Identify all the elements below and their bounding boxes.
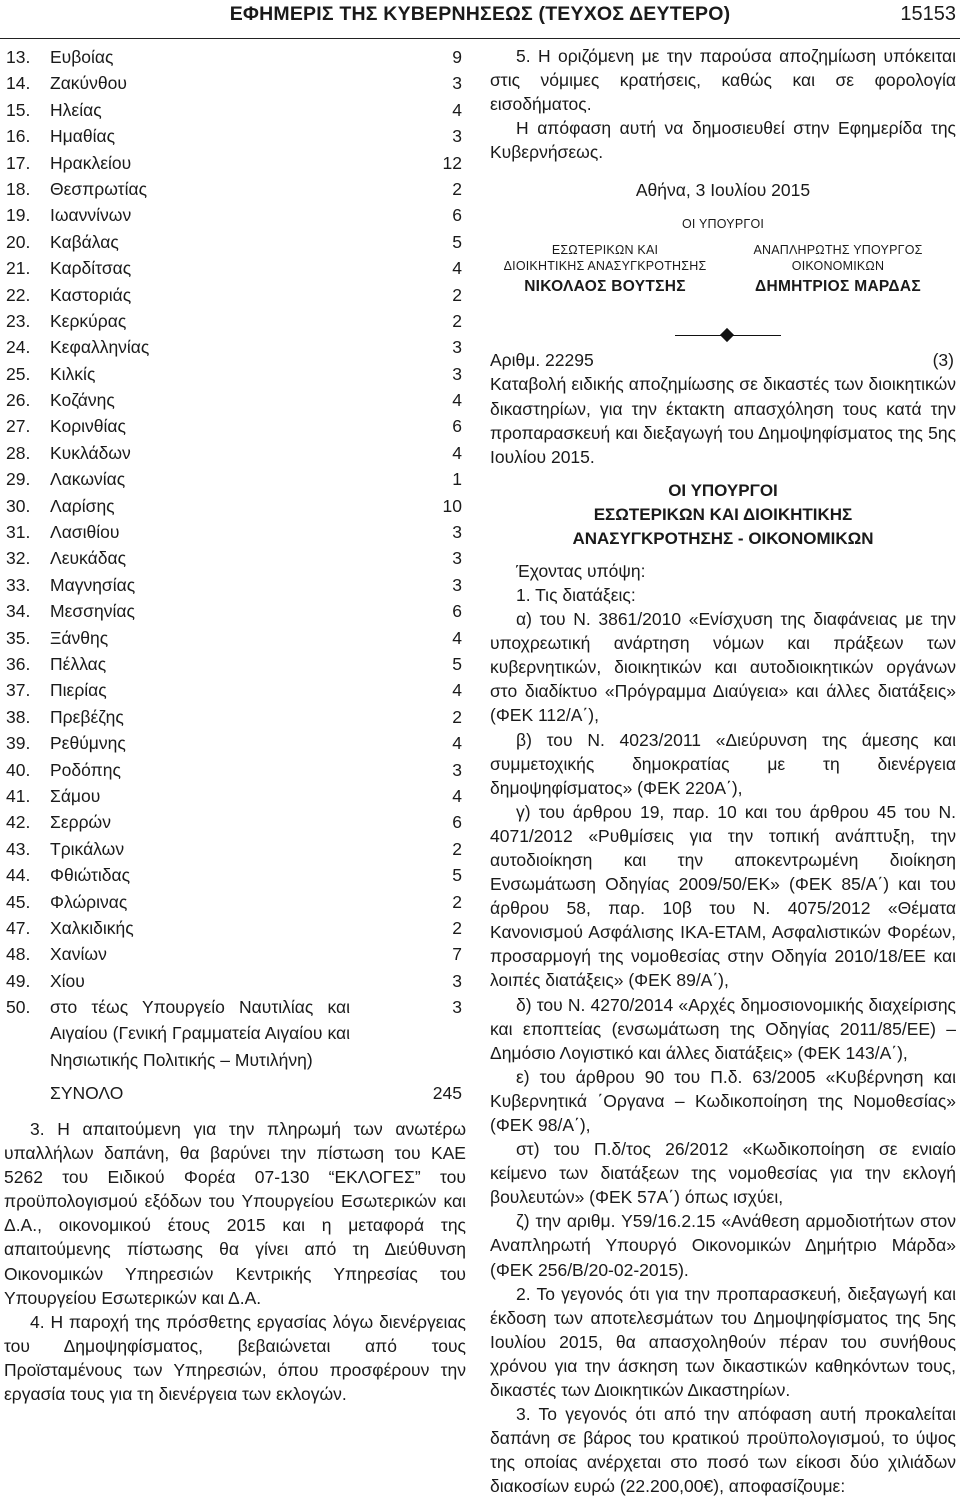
row-value: 4 xyxy=(452,258,462,279)
row-name: Φθιώτιδας xyxy=(50,865,131,886)
signature-1-title-2: ΔΙΟΙΚΗΤΙΚΗΣ ΑΝΑΣΥΓΚΡΟΤΗΣΗΣ xyxy=(503,259,707,274)
section-divider xyxy=(490,322,956,348)
item-b: β) του Ν. 4023/2011 «Διεύρυνση της άμεσης και συμμετοχικής δημοκρατίας με τη διενέργεια δημοψηφίσματος» (ΦΕΚ 220Α΄), xyxy=(490,729,956,798)
row-value: 6 xyxy=(452,812,462,833)
row-name: Κορινθίας xyxy=(50,416,126,437)
row-name: Κερκύρας xyxy=(50,310,127,331)
table-row xyxy=(4,70,466,96)
row-name: Χανίων xyxy=(50,944,107,965)
row-number: 26. xyxy=(6,390,31,411)
table-row xyxy=(4,836,466,862)
table-row xyxy=(4,413,466,439)
row-value: 4 xyxy=(452,390,462,411)
row-number: 33. xyxy=(6,574,31,595)
signature-2-title-2: ΟΙΚΟΝΟΜΙΚΩΝ xyxy=(791,259,885,274)
row-name: Κυκλάδων xyxy=(50,442,131,463)
row-number: 35. xyxy=(6,627,31,648)
row-name: Ηλείας xyxy=(50,99,102,120)
page-number: 15153 xyxy=(900,3,956,25)
row-name: Λευκάδας xyxy=(50,548,127,569)
row-name: Ημαθίας xyxy=(50,126,116,147)
table-row xyxy=(4,493,466,519)
row-value: 9 xyxy=(452,47,462,67)
row-value: 4 xyxy=(452,680,462,701)
table-row xyxy=(4,968,466,994)
table-row xyxy=(4,308,466,334)
row-value: 4 xyxy=(452,733,462,754)
row-value: 3 xyxy=(452,522,462,543)
diamond-icon xyxy=(720,328,734,342)
row-name: Κιλκίς xyxy=(50,363,96,384)
table-row xyxy=(4,941,466,967)
row-name: Λακωνίας xyxy=(50,469,126,490)
row-value: 3 xyxy=(452,574,462,595)
row-name: Ξάνθης xyxy=(50,627,109,648)
row-number: 21. xyxy=(6,258,31,279)
row-number: 25. xyxy=(6,363,31,384)
table-row xyxy=(4,97,466,123)
row-name: Ιωαννίνων xyxy=(50,205,132,226)
table-row xyxy=(4,730,466,756)
table-row xyxy=(4,677,466,703)
table-row xyxy=(4,545,466,571)
row-number: 45. xyxy=(6,891,31,912)
considering: Έχοντας υπόψη: xyxy=(516,560,646,581)
row-number: 38. xyxy=(6,706,31,727)
row-value: 4 xyxy=(452,627,462,648)
paragraph-4: 4. Η παροχή της πρόσθετης εργασίας λόγω διενέργειας του Δημοψηφίσματος, βεβαιώνεται από τους Προϊσταμένους των Υπηρεσιών, όπου προσφέρουν την εργασία τους για τη διενέργεια των εκλογών. xyxy=(4,1311,466,1404)
signature-2-name: ΔΗΜΗΤΡΙΟΣ ΜΑΡΔΑΣ xyxy=(755,278,921,296)
prefecture-table xyxy=(4,44,466,994)
row-name: Πιερίας xyxy=(50,680,107,701)
row-number: 37. xyxy=(6,680,31,701)
decision-number-row xyxy=(490,348,956,372)
row-number: 13. xyxy=(6,47,31,67)
row-value: 3 xyxy=(452,126,462,147)
row-value: 4 xyxy=(452,99,462,120)
row-name: Καστοριάς xyxy=(50,284,132,305)
row-name: Χαλκιδικής xyxy=(50,917,134,938)
total-value: 245 xyxy=(432,1082,462,1103)
row-name: Ροδόπης xyxy=(50,759,121,780)
table-row xyxy=(4,202,466,228)
row-number: 43. xyxy=(6,838,31,859)
row-value: 3 xyxy=(452,759,462,780)
table-row xyxy=(4,44,466,70)
row-value: 2 xyxy=(452,917,462,938)
decision-title: Καταβολή ειδικής αποζημίωσης σε δικαστές των διοικητικών δικαστηρίων, για την έκτακτη απασχόληση τους κατά την προπαρασκευή και διεξαγωγή του Δημοψηφίσματος της 5ης Ιουλίου 2015. xyxy=(490,374,956,467)
table-row xyxy=(4,361,466,387)
row-name: στο τέως Υπουργείο Ναυτιλίας και Αιγαίου (Γενική Γραμματεία Αιγαίου και Νησιωτικής Πολιτικής – Μυτιλήνη) xyxy=(50,997,350,1070)
ministers-line-3: ΑΝΑΣΥΓΚΡΟΤΗΣΗΣ - ΟΙΚΟΝΟΜΙΚΩΝ xyxy=(572,528,874,548)
item-z: ζ) την αριθμ. Υ59/16.2.15 «Ανάθεση αρμοδιοτήτων στον Αναπληρωτή Υπουργό Οικονομικών Δημήτριο Μάρδα» (ΦΕΚ 256/Β/20-02-2015). xyxy=(490,1211,956,1280)
row-number: 29. xyxy=(6,469,31,490)
row-number: 49. xyxy=(6,970,31,991)
row-value: 6 xyxy=(452,205,462,226)
ministers-line-2: ΕΣΩΤΕΡΙΚΩΝ ΚΑΙ ΔΙΟΙΚΗΤΙΚΗΣ xyxy=(593,504,853,524)
row-value: 2 xyxy=(452,310,462,331)
table-row xyxy=(4,387,466,413)
item-e: ε) του άρθρου 90 του Π.δ. 63/2005 «Κυβέρνηση και Κυβερνητικά ΄Οργανα – Κωδικοποίηση της Νομοθεσίας» (ΦΕΚ 98/Α΄), xyxy=(490,1066,956,1135)
row-value: 5 xyxy=(452,231,462,252)
row-number: 47. xyxy=(6,917,31,938)
signing-date: Αθήνα, 3 Ιουλίου 2015 xyxy=(635,180,811,201)
row-name: Μεσσηνίας xyxy=(50,601,135,622)
table-row xyxy=(4,783,466,809)
table-row xyxy=(4,229,466,255)
row-name: Σάμου xyxy=(50,785,101,806)
row-name: Ζακύνθου xyxy=(50,73,127,94)
signatures xyxy=(490,242,956,322)
signature-1-title-1: ΕΣΩΤΕΡΙΚΩΝ ΚΑΙ xyxy=(551,243,659,258)
row-name: Καρδίτσας xyxy=(50,258,132,279)
table-row xyxy=(4,915,466,941)
row-name: Θεσπρωτίας xyxy=(50,178,148,199)
row-name: Φλώρινας xyxy=(50,891,128,912)
row-number: 44. xyxy=(6,865,31,886)
table-row xyxy=(4,440,466,466)
row-value: 5 xyxy=(452,653,462,674)
paragraph-3: 3. Η απαιτούμενη για την πληρωμή των ανωτέρω υπαλλήλων δαπάνη, θα βαρύνει την πίστωση του ΚΑΕ 5262 του Ειδικού Φορέα 07-130 “ΕΚΛΟΓΕΣ” του προϋπολογισμού εξόδων του Υπουργείου Εσωτερικών και Δ.Α., οικονομικού έτους 2015 και η μεταφορά της απαιτούμενης πίστωσης θα γίνει από τη Διεύθυνση Οικονομικών Υπηρεσιών Κεντρικής Υπηρεσίας του Υπουργείου Εσωτερικών και Δ.Α. xyxy=(4,1118,466,1308)
table-total-row xyxy=(4,1073,466,1113)
row-value: 2 xyxy=(452,178,462,199)
row-number: 14. xyxy=(6,73,31,94)
row-name: Κεφαλληνίας xyxy=(50,337,150,358)
item-st: στ) του Π.δ/τος 26/2012 «Κωδικοποίηση σε ενιαίο κείμενο των διατάξεων της νομοθεσίας για την εκλογή βουλευτών» (ΦΕΚ 57Α΄) όπως ισχύει, xyxy=(490,1139,956,1208)
row-value: 2 xyxy=(452,284,462,305)
row-number: 32. xyxy=(6,548,31,569)
paragraph-5: 5. Η οριζόμενη με την παρούσα αποζημίωση υπόκειται στις νόμιμες κρατήσεις, καθώς και σε φορολογία εισοδήματος. xyxy=(490,46,956,115)
row-number: 17. xyxy=(6,152,31,173)
table-row xyxy=(4,757,466,783)
row-number: 20. xyxy=(6,231,31,252)
row-value: 3 xyxy=(452,363,462,384)
decision-index: (3) xyxy=(932,350,954,371)
row-number: 50. xyxy=(6,997,31,1018)
item-a: α) του Ν. 3861/2010 «Ενίσχυση της διαφάνειας με την υποχρεωτική ανάρτηση νόμων και πράξεων των κυβερνητικών, διοικητικών και αυτοδιοικητικών οργάνων στο διαδίκτυο «Πρόγραμμα Διαύγεια» και άλλες διατάξεις» (ΦΕΚ 112/Α΄), xyxy=(490,609,956,726)
table-row xyxy=(4,282,466,308)
table-row xyxy=(4,809,466,835)
table-row xyxy=(4,466,466,492)
row-name: Σερρών xyxy=(50,812,111,833)
row-number: 22. xyxy=(6,284,31,305)
row-number: 39. xyxy=(6,733,31,754)
row-name: Λασιθίου xyxy=(50,522,120,543)
row-value: 3 xyxy=(452,548,462,569)
row-value: 2 xyxy=(452,706,462,727)
table-row xyxy=(4,889,466,915)
row-number: 42. xyxy=(6,812,31,833)
table-row xyxy=(4,625,466,651)
row-value: 10 xyxy=(442,495,462,516)
table-row xyxy=(4,123,466,149)
row-name: Χίου xyxy=(50,970,85,991)
row-value: 1 xyxy=(452,469,462,490)
decision-number: Αριθμ. 22295 xyxy=(490,350,594,371)
ministers-heading: ΟΙ ΥΠΟΥΡΓΟΙ xyxy=(681,217,765,232)
row-value: 7 xyxy=(452,944,462,965)
row-name: Ευβοίας xyxy=(50,47,114,67)
ministers-block xyxy=(490,479,956,551)
row-value: 2 xyxy=(452,838,462,859)
row-name: Λαρίσης xyxy=(50,495,115,516)
row-number: 16. xyxy=(6,126,31,147)
row-number: 28. xyxy=(6,442,31,463)
gazette-title: ΕΦΗΜΕΡΙΣ ΤΗΣ ΚΥΒΕΡΝΗΣΕΩΣ (ΤΕΥΧΟΣ ΔΕΥΤΕΡΟ) xyxy=(229,3,731,25)
row-number: 23. xyxy=(6,310,31,331)
total-label: ΣΥΝΟΛΟ xyxy=(50,1082,124,1103)
row-name: Τρικάλων xyxy=(50,838,125,859)
item-d: δ) του Ν. 4270/2014 «Αρχές δημοσιονομικής διαχείρισης και εποπτείας (ενσωμάτωση της Οδηγίας 2011/85/ΕΕ) – Δημόσιο Λογιστικό και άλλες διατάξεις» (ΦΕΚ 143/Α΄), xyxy=(490,994,956,1063)
row-name: Μαγνησίας xyxy=(50,574,136,595)
table-row xyxy=(4,150,466,176)
row-value: 3 xyxy=(452,337,462,358)
table-row xyxy=(4,651,466,677)
row-number: 18. xyxy=(6,178,31,199)
row-number: 41. xyxy=(6,785,31,806)
row-name: Πρεβέζης xyxy=(50,706,124,727)
signature-2-title-1: ΑΝΑΠΛΗΡΩΤΗΣ ΥΠΟΥΡΓΟΣ xyxy=(753,243,923,258)
table-row xyxy=(4,176,466,202)
row-value: 5 xyxy=(452,865,462,886)
row-value: 3 xyxy=(452,73,462,94)
table-row xyxy=(4,334,466,360)
table-row-50 xyxy=(4,994,466,1073)
row-number: 31. xyxy=(6,522,31,543)
row-value: 3 xyxy=(452,970,462,991)
row-value: 6 xyxy=(452,601,462,622)
ministers-line-1: ΟΙ ΥΠΟΥΡΓΟΙ xyxy=(668,480,778,500)
table-row xyxy=(4,519,466,545)
signature-1-name: ΝΙΚΟΛΑΟΣ ΒΟΥΤΣΗΣ xyxy=(524,278,686,296)
row-value: 2 xyxy=(452,891,462,912)
row-number: 36. xyxy=(6,653,31,674)
left-column xyxy=(4,44,466,1406)
row-value: 4 xyxy=(452,442,462,463)
page-header xyxy=(0,0,960,39)
paragraph-3-right: 3. Το γεγονός ότι από την απόφαση αυτή προκαλείται δαπάνη σε βάρος του κρατικού προϋπολογισμού, το ύψος της οποίας ανέρχεται στο ποσό των είκοσι δύο χιλιάδων διακοσίων ευρώ (22.200,00€), αποφασίζουμε: xyxy=(490,1404,956,1497)
row-value: 12 xyxy=(442,152,462,173)
table-row xyxy=(4,255,466,281)
row-name: Καβάλας xyxy=(50,231,119,252)
table-row xyxy=(4,862,466,888)
row-value: 4 xyxy=(452,785,462,806)
paragraph-2: 2. Το γεγονός ότι για την προπαρασκευή, διεξαγωγή και έκδοση των αποτελεσμάτων του Δημοψηφίσματος της 5ης Ιουλίου 2015, θα απασχοληθούν πέραν του συνήθους χρόνου για την άσκηση των δικαστικών καθηκόντων τους, δικαστές των Διοικητικών Δικαστηρίων. xyxy=(490,1283,956,1401)
row-number: 19. xyxy=(6,205,31,226)
row-number: 34. xyxy=(6,601,31,622)
table-row xyxy=(4,572,466,598)
row-number: 24. xyxy=(6,337,31,358)
row-number: 30. xyxy=(6,495,31,516)
item-1: 1. Τις διατάξεις: xyxy=(516,584,636,605)
row-number: 27. xyxy=(6,416,31,437)
right-column xyxy=(490,44,956,1499)
row-number: 15. xyxy=(6,99,31,120)
row-name: Πέλλας xyxy=(50,653,107,674)
table-row xyxy=(4,704,466,730)
publish-note: Η απόφαση αυτή να δημοσιευθεί στην Εφημερίδα της Κυβερνήσεως. xyxy=(490,118,956,163)
row-number: 48. xyxy=(6,944,31,965)
row-value: 3 xyxy=(452,997,462,1018)
row-name: Κοζάνης xyxy=(50,390,115,411)
row-name: Ρεθύμνης xyxy=(50,733,126,754)
row-number: 40. xyxy=(6,759,31,780)
row-name: Ηρακλείου xyxy=(50,152,132,173)
item-g: γ) του άρθρου 19, παρ. 10 και του άρθρου 45 του Ν. 4071/2012 «Ρυθμίσεις για την τοπική ανάπτυξη, την αυτοδιοίκηση και την αποκεντρωμένη διοίκηση Ενσωμάτωση Οδηγίας 2009/50/ΕΚ» (ΦΕΚ 85/Α΄) και του άρθρου 58, παρ. 10β του Ν. 4075/2012 «Θέματα Κανονισμού Ασφάλισης ΙΚΑ-ΕΤΑΜ, Ασφαλιστικών Φορέων, προσαρμογή της νομοθεσίας στην Οδηγία 2010/18/ΕΕ και λοιπές διατάξεις» (ΦΕΚ 89/Α΄), xyxy=(490,801,956,991)
row-value: 6 xyxy=(452,416,462,437)
table-row xyxy=(4,598,466,624)
